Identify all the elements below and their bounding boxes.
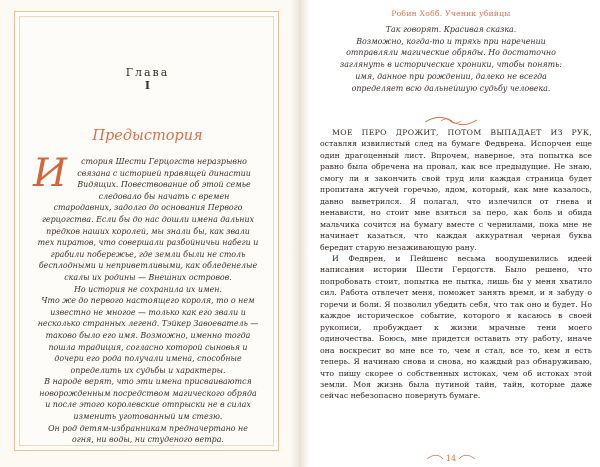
chapter-paragraph: Что же до первого настоящего короля, то о нем известно не многое — только как его звали и несколько странных легенд. Тэйкер Завоеватель — таково было его имя. Возможно, именно тогда пошла традиция, согласно которой сыновья и дочери его рода получали имена, способные определить их судьбы и характеры. [37,296,259,375]
epigraph-line: определяет всю дальнейшую судьбу человека. [351,83,551,93]
chapter-paragraph [33,151,259,284]
chapter-paragraph: Он род детям-избранникам предначертано не огня, ни воды, ни студеного ветра. [48,423,248,445]
chapter-paragraph-text: стория Шести Герцогств неразрывно связана с историей правящей династии Видящих. Повествование об этой семье следовало бы начать с времен стародавних, задолго до основания Первого герцогства. Если бы до нас дошли имена дальних предков наших королей, мы знали бы, как звали тех пиратов, что совершали разбойничьи набеги и грабили побережье, где земли были не столь бесплодными и неприветливыми, как обледенелые скалы их родины — Внешних островов. [37,157,259,282]
flourish-ornament-icon [421,114,481,128]
page-number-wrapper [421,452,481,467]
page-number: 14 [445,454,457,463]
epigraph-line: Так говорят. Красивая сказка. [385,25,517,34]
running-head: Робин Хобб. Ученик убийцы [391,9,511,18]
right-page [310,0,600,467]
chapter-paragraph: Но история не сохранила их имен. [73,284,223,294]
body-paragraph [320,127,592,253]
chapter-label: Глава [125,66,170,79]
epigraph-line: имя, данное при рождении, далеко не всегда [355,71,547,81]
lead-in-caps: МОЕ ПЕРО ДРОЖИТ, ПОТОМ ВЫПАДАЕТ ИЗ РУК, [332,128,592,137]
body-paragraph: И Федврен, и Пейшенс весьма воодушевились идеей написания истории Шести Герцогств. Было решено, что попробовать стоит, попытка не пытка, лишь бы у меня хватило сил. Работа отвлечет меня, поможет занять время, и я забуду о горечи и боли. Я позволил убедить себя, что так оно и будет. Но каждое историческое событие, которого я касаюсь в своей рукописи, пробуждает к жизни мрачные тени моего одиночества. Боюсь, мне придется оставить эту работу, иначе она воскресит во мне все то, чем я стал, все то, кем я есть теперь. Я начинаю снова и снова, но каждый раз обнаруживаю, что пишу скорее о собственных истоках, чем об истоках этой земли. Моя жизнь была путиной тайн, тайн, которые даже сейчас небезопасно повернуть бумаге. [320,253,592,401]
epigraph-line: отправляли магические обряды. Но достаточно [346,48,556,58]
epigraph [310,24,592,94]
epigraph-line: заглянуть в исторические хроники, чтобы понять: [339,60,563,70]
epigraph-line: Возможно, когда-то и тряхь при наречении [356,36,546,46]
book-gutter [290,0,310,467]
chapter-body [33,151,259,446]
chapter-paragraph: В народе верят, что эти имена присваиваются новорожденным посредством магического обряда и после этого королевские отпрыски не в силах изменить уготованный им стезю. [39,377,257,422]
chapter-frame [14,11,279,451]
chapter-title: Предыстория [92,128,203,144]
body-text [320,127,592,402]
left-page [0,0,294,467]
chapter-number: I [144,79,151,92]
body-paragraph-text: оставляя извилистый след на бумаге Федврена. Испорчен еще один драгоценный лист. Впрочем, наверное, эта попытка все равно была обречена на провал, как все предыдущие. Не знаю, смогу ли я закончить свой труд или каждая страница будет пропитана жгучей горечью, ядом, который, как мне казалось, давно выветрился. Я полагал, что излечился от гнева и ненависти, но стоит мне взяться за перо, как боль и обида мальчика сочится на бумагу вместе с чернилами, пока мне не начинает казаться, что каждая аккуратная черная буква бередит старую незаживающую рану. [320,139,592,252]
drop-cap: И [33,151,68,196]
